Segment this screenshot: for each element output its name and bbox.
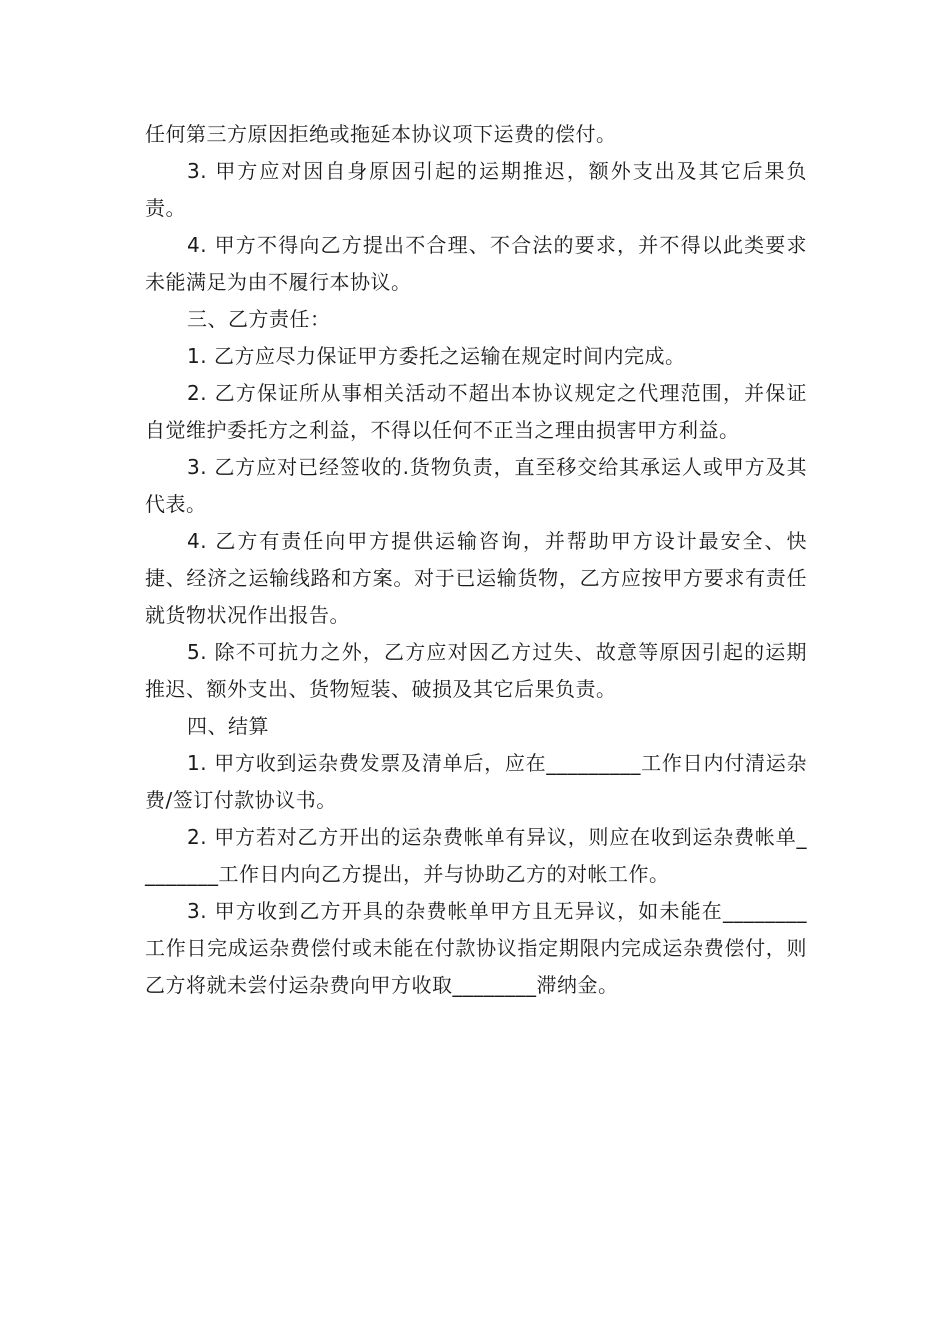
paragraph-party-b-item-5: 5. 除不可抗力之外，乙方应对因乙方过失、故意等原因引起的运期推迟、额外支出、货物短装、破损及其它后果负责。 (145, 640, 807, 701)
paragraph-continuation: 任何第三方原因拒绝或拖延本协议项下运费的偿付。 (145, 122, 617, 146)
paragraph-party-b-item-1: 1. 乙方应尽力保证甲方委托之运输在规定时间内完成。 (187, 344, 686, 368)
paragraph-settlement-item-3: 3. 甲方收到乙方开具的杂费帐单甲方且无异议，如未能在________工作日完成运杂费偿付或未能在付款协议指定期限内完成运杂费偿付，则乙方将就未尝付运杂费向甲方收取________滞纳金。 (145, 899, 807, 997)
section-heading-settlement: 四、结算 (187, 714, 269, 738)
paragraph-party-b-item-2: 2. 乙方保证所从事相关活动不超出本协议规定之代理范围，并保证自觉维护委托方之利益，不得以任何不正当之理由损害甲方利益。 (145, 381, 807, 442)
paragraph-party-a-item-4: 4. 甲方不得向乙方提出不合理、不合法的要求，并不得以此类要求未能满足为由不履行本协议。 (145, 233, 807, 294)
section-heading-party-b-duties: 三、乙方责任： (187, 307, 331, 331)
paragraph-party-a-item-3: 3. 甲方应对因自身原因引起的运期推迟，额外支出及其它后果负责。 (145, 159, 807, 220)
paragraph-settlement-item-1: 1. 甲方收到运杂费发票及清单后，应在_________工作日内付清运杂费/签订付款协议书。 (145, 751, 807, 812)
paragraph-party-b-item-4: 4. 乙方有责任向甲方提供运输咨询，并帮助甲方设计最安全、快捷、经济之运输线路和方案。对于已运输货物，乙方应按甲方要求有责任就货物状况作出报告。 (145, 529, 807, 627)
paragraph-party-b-item-3: 3. 乙方应对已经签收的.货物负责，直至移交给其承运人或甲方及其代表。 (145, 455, 807, 516)
document-body (145, 116, 807, 1004)
paragraph-settlement-item-2: 2. 甲方若对乙方开出的运杂费帐单有异议，则应在收到运杂费帐单________工作日内向乙方提出，并与协助乙方的对帐工作。 (145, 825, 807, 886)
